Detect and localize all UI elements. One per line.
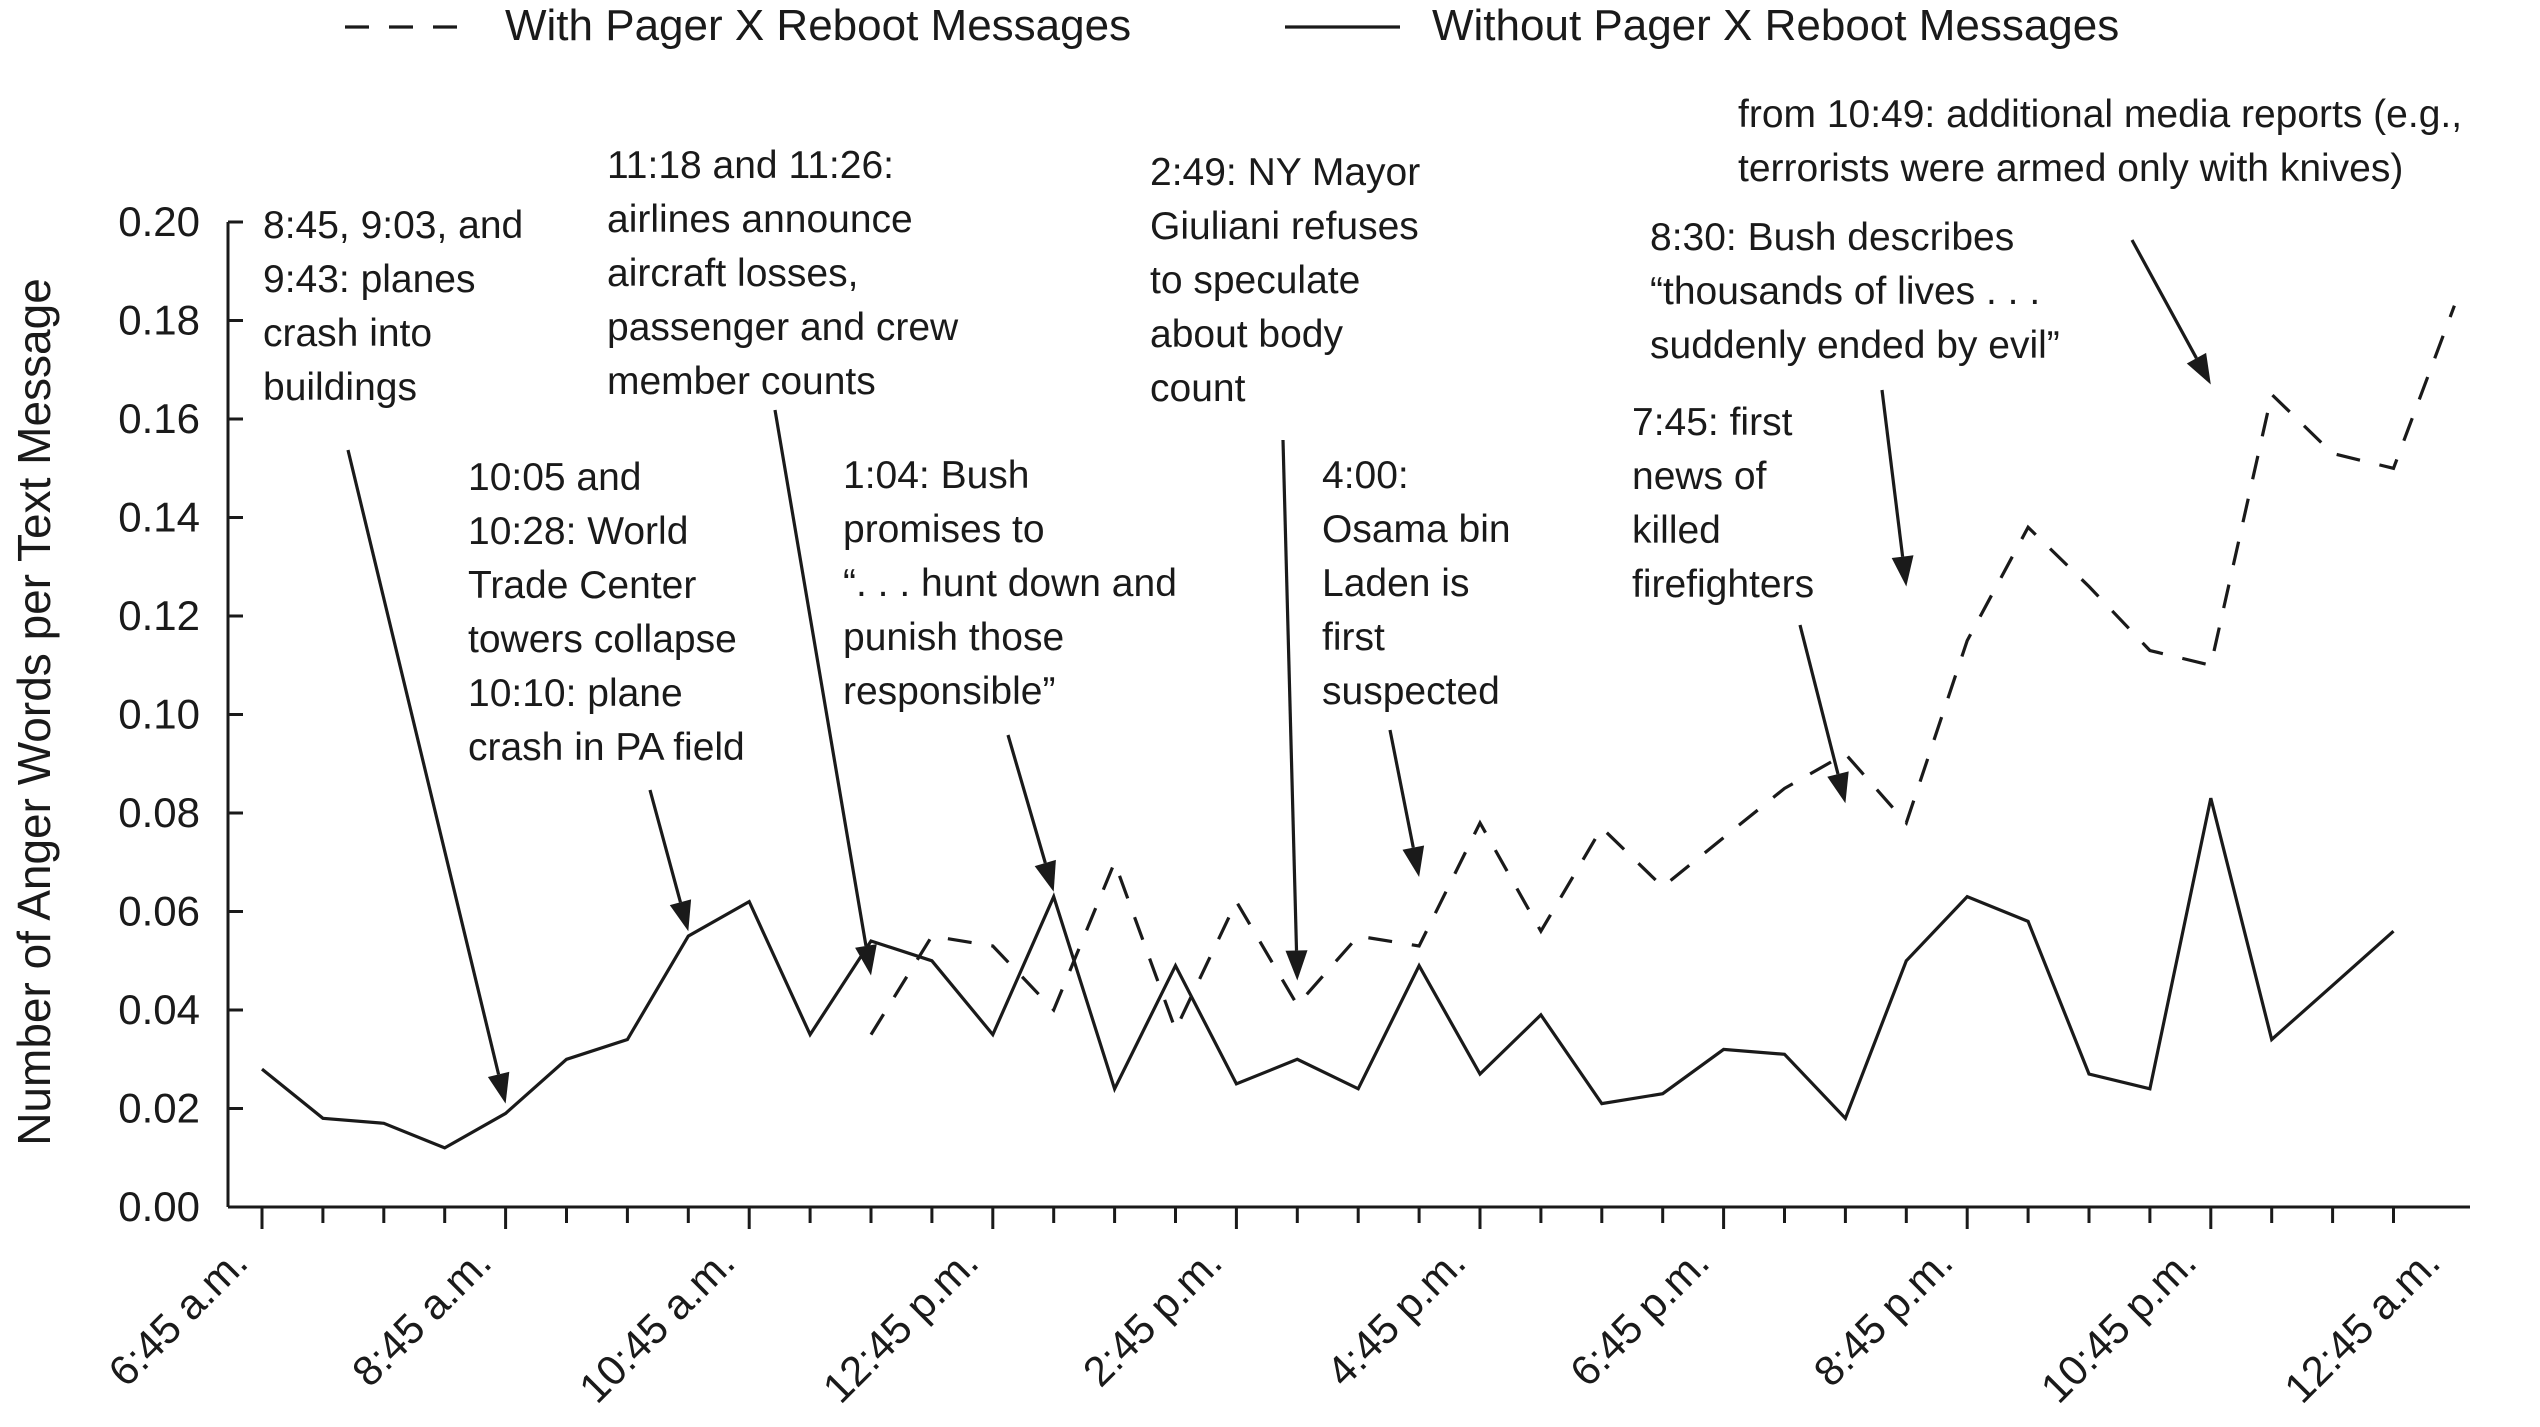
- annotation-arrow-head: [2187, 353, 2211, 385]
- annotation-text-line: “thousands of lives . . .: [1650, 270, 2041, 313]
- x-tick-label: 10:45 p.m.: [2031, 1238, 2206, 1412]
- annotation-arrow-head: [1892, 555, 1914, 586]
- annotation-text-line: promises to: [843, 508, 1045, 551]
- x-tick-label: 6:45 p.m.: [1560, 1238, 1718, 1396]
- annotation-layer: [263, 93, 2462, 1104]
- annotation-text-line: crash into: [263, 312, 433, 355]
- annotation-text-line: passenger and crew: [607, 306, 959, 349]
- annotation-text-line: count: [1150, 367, 1246, 410]
- annotation-text-line: 10:28: World: [468, 510, 689, 553]
- y-tick-label: 0.10: [118, 690, 200, 738]
- annotation-text-line: 10:05 and: [468, 456, 642, 499]
- annotation-text-line: Laden is: [1322, 562, 1470, 605]
- annotation-text-line: crash in PA field: [468, 726, 745, 769]
- annotation-text-line: member counts: [607, 360, 876, 403]
- annotation: [1632, 401, 1849, 803]
- y-tick-label: 0.06: [118, 887, 200, 935]
- annotation-text-line: Osama bin: [1322, 508, 1511, 551]
- annotation-text-line: 11:18 and 11:26:: [607, 144, 894, 187]
- annotation-text-line: to speculate: [1150, 259, 1361, 302]
- annotation-text-line: news of: [1632, 455, 1767, 498]
- y-tick-label: 0.00: [118, 1183, 200, 1230]
- annotation-text-line: about body: [1150, 313, 1344, 356]
- annotation-arrow-shaft: [1283, 440, 1297, 950]
- annotation-arrow-head: [1403, 846, 1425, 878]
- annotation-text-line: 2:49: NY Mayor: [1150, 151, 1421, 194]
- annotation-text-line: 1:04: Bush: [843, 454, 1030, 497]
- annotation-arrow-shaft: [2132, 240, 2196, 358]
- annotation-arrow-head: [670, 899, 691, 931]
- y-tick-label: 0.08: [118, 789, 200, 836]
- annotation-text-line: 10:10: plane: [468, 672, 683, 715]
- annotation-text-line: towers collapse: [468, 618, 737, 661]
- legend-label-without-reboot: Without Pager X Reboot Messages: [1432, 1, 2120, 50]
- annotation-text-line: suspected: [1322, 670, 1500, 713]
- annotation-text-line: 7:45: first: [1632, 401, 1793, 444]
- annotation-text-line: responsible”: [843, 670, 1056, 713]
- annotation-arrow-shaft: [1008, 735, 1045, 863]
- y-tick-label: 0.12: [118, 592, 200, 639]
- y-tick-label: 0.04: [118, 986, 200, 1033]
- annotation-text-line: terrorists were armed only with knives): [1738, 147, 2404, 190]
- y-tick-label: 0.20: [118, 198, 200, 245]
- annotation-arrow-shaft: [1882, 390, 1903, 557]
- annotation-arrow-head: [1827, 771, 1848, 803]
- y-tick-label: 0.16: [118, 395, 200, 442]
- x-tick-label: 2:45 p.m.: [1073, 1238, 1231, 1396]
- annotation-arrow-shaft: [1390, 730, 1413, 848]
- annotation-text-line: 8:45, 9:03, and: [263, 204, 524, 247]
- annotation-text-line: Giuliani refuses: [1150, 205, 1419, 248]
- annotation-text-line: “. . . hunt down and: [843, 562, 1177, 605]
- annotation-arrow-shaft: [1800, 625, 1838, 774]
- annotation-text-line: first: [1322, 616, 1385, 659]
- x-tick-label: 8:45 a.m.: [342, 1238, 500, 1396]
- legend: [345, 1, 2119, 50]
- annotation-arrow-head: [488, 1072, 509, 1104]
- y-tick-label: 0.14: [118, 493, 200, 541]
- annotation: [1322, 454, 1511, 877]
- annotation-text-line: airlines announce: [607, 198, 913, 241]
- y-tick-label: 0.02: [118, 1084, 200, 1132]
- annotation-arrow-head: [1286, 950, 1308, 980]
- annotation-text-line: aircraft losses,: [607, 252, 859, 295]
- x-tick-label: 8:45 p.m.: [1804, 1238, 1962, 1396]
- x-tick-label: 12:45 p.m.: [813, 1238, 988, 1412]
- x-tick-label: 12:45 a.m.: [2275, 1238, 2449, 1412]
- annotation-text-line: 4:00:: [1322, 454, 1409, 497]
- annotation-text-line: from 10:49: additional media reports (e.g.,: [1738, 93, 2463, 136]
- y-axis-label: Number of Anger Words per Text Message: [8, 278, 60, 1146]
- annotation-arrow-shaft: [650, 790, 680, 902]
- annotation-text-line: Trade Center: [468, 564, 697, 607]
- y-axis-ticks: [118, 198, 243, 1230]
- series-line-without-reboot: [262, 798, 2394, 1148]
- annotation-arrow-head: [1035, 860, 1056, 892]
- annotation: [468, 456, 745, 931]
- x-tick-label: 6:45 a.m.: [99, 1238, 257, 1396]
- annotation-text-line: buildings: [263, 366, 417, 409]
- annotation: [607, 144, 959, 976]
- x-tick-label: 4:45 p.m.: [1317, 1238, 1475, 1396]
- annotation-text-line: 9:43: planes: [263, 258, 476, 301]
- x-tick-label: 10:45 a.m.: [569, 1238, 744, 1412]
- annotation: [843, 454, 1177, 892]
- legend-label-with-reboot: With Pager X Reboot Messages: [505, 1, 1132, 50]
- x-axis-ticks: [99, 1207, 2448, 1412]
- y-tick-label: 0.18: [118, 296, 200, 344]
- annotation-text-line: 8:30: Bush describes: [1650, 216, 2015, 259]
- annotation-text-line: suddenly ended by evil”: [1650, 324, 2060, 367]
- annotation-text-line: killed: [1632, 509, 1721, 552]
- annotation-text-line: punish those: [843, 616, 1065, 659]
- annotation-text-line: firefighters: [1632, 563, 1815, 606]
